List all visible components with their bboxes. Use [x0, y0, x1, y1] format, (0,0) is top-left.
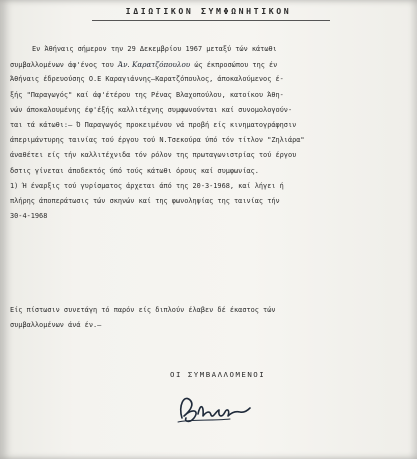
line-text: άναθέτει είς τήν καλλιτέχνιδα τόν ρόλον της πρωταγωνιστρίας τού έργου	[10, 151, 297, 160]
line-text: δστις γίνεται άποδεκτός ύπό τούς κάτωθι όρους καί συμφωνίας.	[10, 166, 259, 175]
line-text: Εν Άθήναις σήμερον την 29 Δεκεμβρίου 1967 μεταξύ τών κάτωθι	[32, 45, 277, 53]
line-text: άπεριμάντυρης ταινίας τού έργου τού Ν.Τσεκούρα ύπό τόν τίτλον "Ζηλιάρα"	[10, 136, 305, 145]
closing-line: Είς πίστωσιν συνετάγη τό παρόν είς διπλούν έλαβεν δέ έκαστος τών	[10, 306, 276, 314]
line-text: συμβαλλομένων άφ'ένος του	[10, 61, 118, 70]
line-text: ται τά κάτωθι:– Ό Παραγωγός προκειμένου νά προβή είς κινηματογράφησιν	[10, 120, 297, 129]
body-line	[10, 133, 414, 148]
line-text: ώς έκπροσώπου της έν	[190, 61, 278, 70]
body-line	[10, 179, 414, 194]
body-line	[10, 42, 414, 57]
line-text: 1) Ή έναρξις τού γυρίσματος άρχεται άπό της 20-3-1968, καί λήγει ή	[10, 181, 284, 190]
closing-line: συμβαλλομένων άνά έν.–	[10, 321, 102, 330]
body-line	[10, 148, 414, 163]
line-text: ξής "Παραγωγός" καί άφ'έτέρου της Ρένας Βλαχοπούλου, κατοίκου Άθη-	[10, 90, 284, 99]
line-text: Άθήναις έδρευούσης Ο.Ε Καραγιάννης–Καρατζόπουλος, άποκαλούμενος έ-	[10, 75, 284, 84]
body-line	[10, 118, 414, 133]
title-underline	[92, 20, 330, 21]
body-line	[10, 57, 414, 72]
body-line	[10, 194, 414, 209]
document-title: ΙΔΙΩΤΙΚΟΝ ΣΥΜΦΩΝΗΤΙΚΟΝ	[125, 6, 292, 16]
body-line	[10, 164, 414, 179]
line-text: 30-4-1968	[10, 212, 48, 221]
body-line	[10, 209, 414, 224]
signatories-heading: ΟΙ ΣΥΜΒΑΛΛΟΜΕΝΟΙ	[170, 370, 266, 379]
signature-mark	[170, 388, 260, 430]
handwritten-name: Άν. Καρατζόπουλου	[117, 60, 191, 70]
closing-paragraph	[10, 303, 414, 333]
agreement-body	[10, 42, 414, 224]
body-line	[10, 103, 414, 118]
body-line	[10, 72, 414, 87]
line-text: πλήρης άποπεράτωσις τών σκηνών καί της φωνοληψίας της ταινίας τήν	[10, 196, 280, 205]
body-line	[10, 88, 414, 103]
line-text: νών άποκαλουμένης έφ'έξής καλλιτέχνης συμφωνούνται καί συνομολογούν-	[10, 105, 293, 114]
